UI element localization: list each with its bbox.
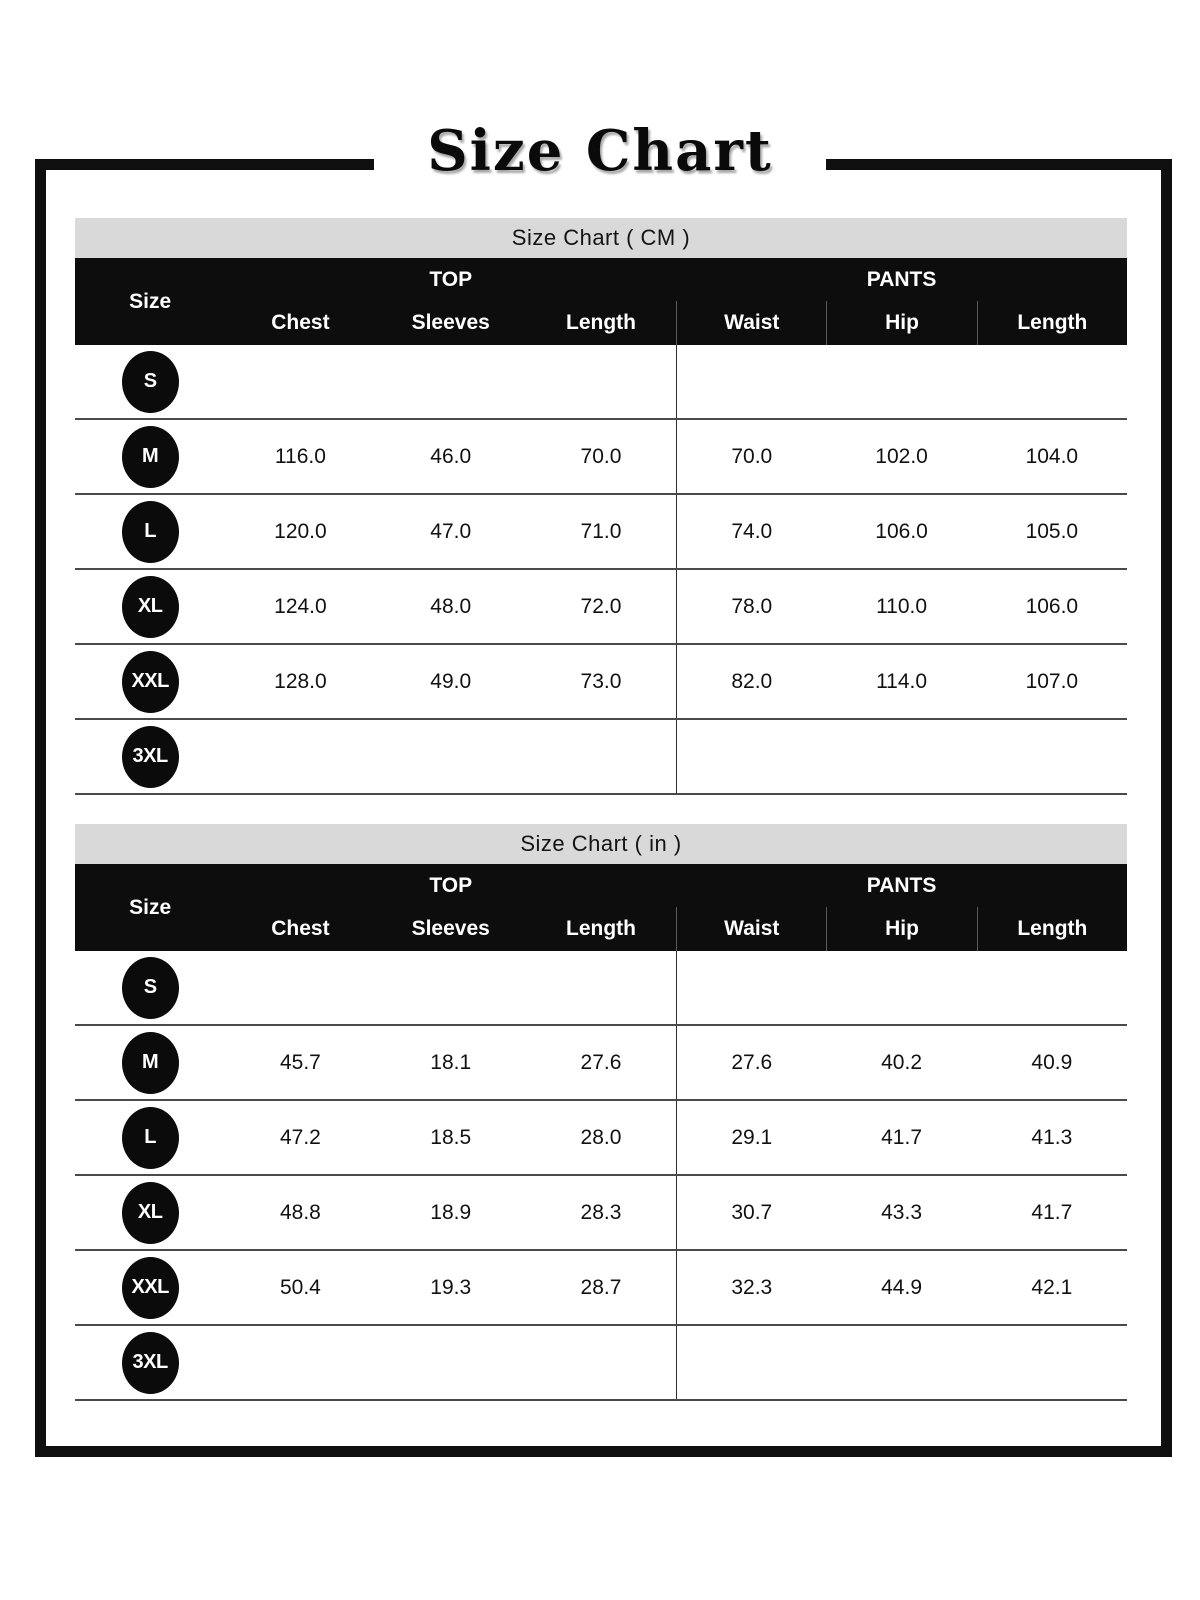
size-cell bbox=[75, 495, 225, 568]
size-badge: 3XL bbox=[122, 726, 179, 788]
size-badge: 3XL bbox=[122, 1332, 179, 1394]
column-header: Chest bbox=[271, 311, 330, 334]
measurement-cell: 70.0 bbox=[676, 420, 826, 493]
page-title-block bbox=[374, 102, 826, 200]
measurement-cell: 43.3 bbox=[881, 1200, 922, 1224]
measurement-cell: 105.0 bbox=[1025, 519, 1079, 543]
measurement-cell: 102.0 bbox=[875, 444, 928, 468]
measurement-cell: 110.0 bbox=[876, 594, 928, 618]
column-header: Waist bbox=[676, 907, 826, 951]
measurement-cell: 48.8 bbox=[279, 1200, 321, 1224]
column-header: Length bbox=[977, 907, 1127, 951]
top-group-header: TOP bbox=[429, 267, 473, 291]
page-title: Size Chart bbox=[427, 118, 773, 184]
measurement-cell: 46.0 bbox=[430, 444, 472, 468]
measurement-cell bbox=[826, 951, 976, 1024]
measurement-cell: 27.6 bbox=[676, 1026, 826, 1099]
measurement-cell: 18.9 bbox=[430, 1200, 472, 1224]
size-badge: XL bbox=[122, 1182, 179, 1244]
measurement-cell: 107.0 bbox=[1025, 669, 1079, 693]
measurement-cell: 18.5 bbox=[430, 1125, 472, 1149]
size-badge: S bbox=[122, 957, 179, 1019]
table-row bbox=[75, 720, 1127, 795]
table-body bbox=[75, 951, 1127, 1401]
size-cell bbox=[75, 570, 225, 643]
measurement-cell: 41.7 bbox=[1031, 1200, 1073, 1224]
size-cell bbox=[75, 345, 225, 418]
size-column-header: Size bbox=[129, 289, 172, 313]
measurement-cell bbox=[526, 720, 676, 793]
measurement-cell bbox=[676, 720, 826, 793]
column-header: Waist bbox=[676, 301, 826, 345]
size-badge: XL bbox=[122, 576, 179, 638]
measurement-cell: 32.3 bbox=[676, 1251, 826, 1324]
measurement-cell: 45.7 bbox=[279, 1050, 321, 1074]
table-row bbox=[75, 420, 1127, 495]
measurement-cell: 47.2 bbox=[279, 1125, 321, 1149]
measurement-cell: 19.3 bbox=[430, 1275, 472, 1299]
measurement-cell: 40.2 bbox=[881, 1050, 922, 1074]
measurement-cell: 116.0 bbox=[274, 444, 326, 468]
size-column-header: Size bbox=[129, 895, 172, 919]
measurement-cell: 44.9 bbox=[881, 1275, 922, 1299]
measurement-cell bbox=[676, 951, 826, 1024]
column-header: Sleeves bbox=[411, 311, 490, 334]
measurement-cell: 124.0 bbox=[274, 594, 327, 618]
measurement-cell bbox=[376, 720, 526, 793]
size-badge: M bbox=[122, 1032, 179, 1094]
column-header: Chest bbox=[271, 917, 330, 940]
measurement-cell: 40.9 bbox=[1031, 1050, 1073, 1074]
table-row bbox=[75, 645, 1127, 720]
table-row bbox=[75, 1176, 1127, 1251]
measurement-cell bbox=[225, 720, 375, 793]
measurement-cell bbox=[826, 345, 976, 418]
measurement-cell: 18.1 bbox=[430, 1050, 472, 1074]
table-row bbox=[75, 570, 1127, 645]
measurement-cell: 106.0 bbox=[875, 519, 928, 543]
size-cell bbox=[75, 951, 225, 1024]
measurement-cell: 78.0 bbox=[676, 570, 826, 643]
column-header: Length bbox=[566, 917, 636, 940]
table-header bbox=[75, 864, 1127, 951]
size-cell bbox=[75, 1026, 225, 1099]
measurement-cell bbox=[526, 345, 676, 418]
measurement-cell bbox=[225, 951, 375, 1024]
measurement-cell: 41.7 bbox=[881, 1125, 922, 1149]
pants-group-header: PANTS bbox=[866, 873, 937, 897]
measurement-cell: 42.1 bbox=[1031, 1275, 1073, 1299]
table-row bbox=[75, 1101, 1127, 1176]
measurement-cell bbox=[376, 951, 526, 1024]
measurement-cell: 73.0 bbox=[580, 669, 622, 693]
measurement-cell: 114.0 bbox=[876, 669, 928, 693]
measurement-cell: 41.3 bbox=[1031, 1125, 1073, 1149]
measurement-cell bbox=[376, 345, 526, 418]
table-row bbox=[75, 1326, 1127, 1401]
measurement-cell bbox=[526, 1326, 676, 1399]
size-badge: L bbox=[122, 1107, 179, 1169]
measurement-cell bbox=[977, 345, 1127, 418]
measurement-cell bbox=[676, 1326, 826, 1399]
size-cell bbox=[75, 645, 225, 718]
measurement-cell: 27.6 bbox=[580, 1050, 622, 1074]
table-caption: Size Chart ( CM ) bbox=[75, 218, 1127, 258]
measurement-cell bbox=[526, 951, 676, 1024]
column-header: Sleeves bbox=[411, 917, 490, 940]
measurement-cell: 28.7 bbox=[580, 1275, 622, 1299]
table-row bbox=[75, 1251, 1127, 1326]
measurement-cell: 128.0 bbox=[274, 669, 327, 693]
measurement-cell: 48.0 bbox=[430, 594, 472, 618]
measurement-cell bbox=[977, 951, 1127, 1024]
measurement-cell: 120.0 bbox=[274, 519, 327, 543]
measurement-cell bbox=[225, 345, 375, 418]
size-badge: XXL bbox=[122, 1257, 179, 1319]
measurement-cell bbox=[977, 1326, 1127, 1399]
measurement-cell: 71.0 bbox=[580, 519, 622, 543]
table-caption: Size Chart ( in ) bbox=[75, 824, 1127, 864]
measurement-cell: 70.0 bbox=[580, 444, 622, 468]
measurement-cell: 104.0 bbox=[1025, 444, 1079, 468]
column-header: Length bbox=[977, 301, 1127, 345]
column-header: Hip bbox=[826, 907, 976, 951]
table-row bbox=[75, 495, 1127, 570]
measurement-cell: 29.1 bbox=[676, 1101, 826, 1174]
measurement-cell: 74.0 bbox=[676, 495, 826, 568]
table-row bbox=[75, 345, 1127, 420]
size-badge: L bbox=[122, 501, 179, 563]
size-badge: XXL bbox=[122, 651, 179, 713]
size-badge: M bbox=[122, 426, 179, 488]
size-cell bbox=[75, 1176, 225, 1249]
pants-group-header: PANTS bbox=[866, 267, 937, 291]
size-badge: S bbox=[122, 351, 179, 413]
tables-container bbox=[75, 218, 1127, 1401]
measurement-cell: 50.4 bbox=[279, 1275, 321, 1299]
column-header: Hip bbox=[826, 301, 976, 345]
measurement-cell bbox=[376, 1326, 526, 1399]
measurement-cell bbox=[225, 1326, 375, 1399]
measurement-cell: 72.0 bbox=[580, 594, 622, 618]
measurement-cell: 49.0 bbox=[430, 669, 472, 693]
measurement-cell: 28.0 bbox=[580, 1125, 622, 1149]
size-cell bbox=[75, 420, 225, 493]
measurement-cell: 106.0 bbox=[1025, 594, 1079, 618]
measurement-cell: 47.0 bbox=[430, 519, 472, 543]
table-body bbox=[75, 345, 1127, 795]
table-row bbox=[75, 951, 1127, 1026]
measurement-cell bbox=[826, 1326, 976, 1399]
measurement-cell bbox=[977, 720, 1127, 793]
size-cell bbox=[75, 1251, 225, 1324]
measurement-cell bbox=[676, 345, 826, 418]
table-row bbox=[75, 1026, 1127, 1101]
measurement-cell: 30.7 bbox=[676, 1176, 826, 1249]
size-chart-table bbox=[75, 824, 1127, 1401]
measurement-cell bbox=[826, 720, 976, 793]
table-header bbox=[75, 258, 1127, 345]
size-cell bbox=[75, 720, 225, 793]
size-cell bbox=[75, 1326, 225, 1399]
size-cell bbox=[75, 1101, 225, 1174]
measurement-cell: 28.3 bbox=[580, 1200, 622, 1224]
size-chart-table bbox=[75, 218, 1127, 795]
column-header: Length bbox=[566, 311, 636, 334]
measurement-cell: 82.0 bbox=[676, 645, 826, 718]
top-group-header: TOP bbox=[429, 873, 473, 897]
